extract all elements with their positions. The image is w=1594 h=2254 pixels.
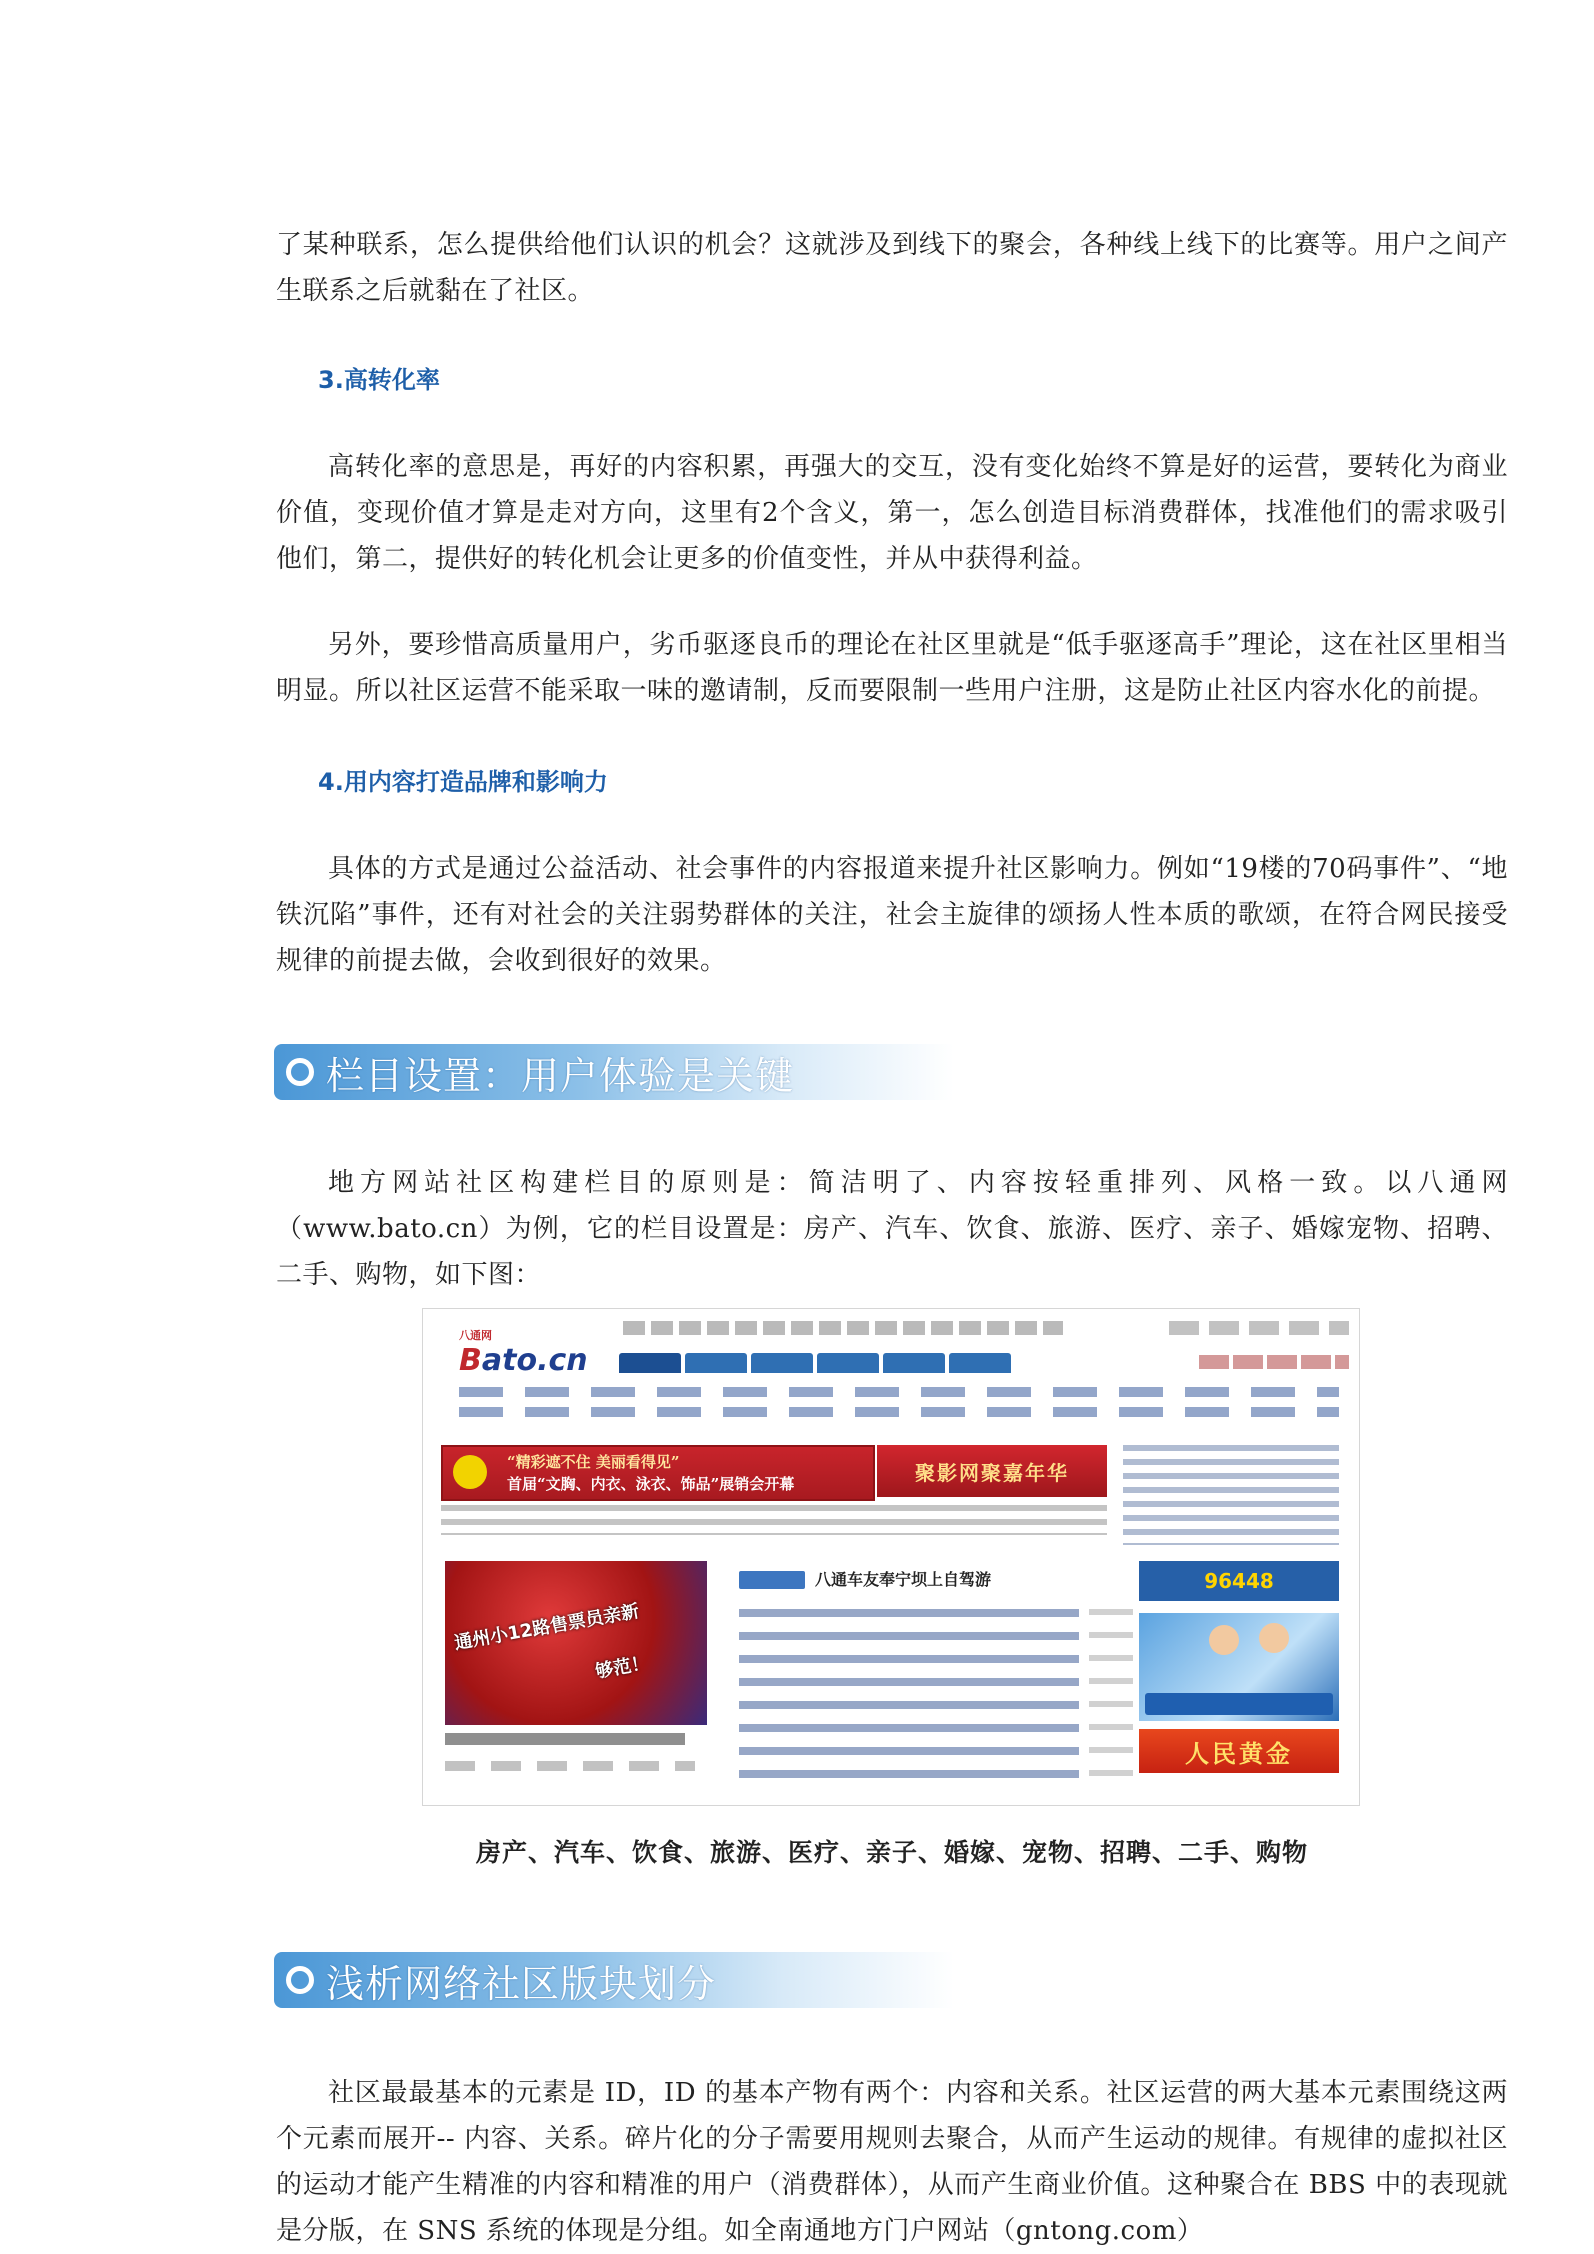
nav-tab xyxy=(685,1353,747,1373)
hotline xyxy=(1199,1355,1349,1369)
section-3-heading: 3.高转化率 xyxy=(318,366,440,394)
nav-tab xyxy=(949,1353,1011,1373)
top-links xyxy=(1169,1321,1349,1335)
promo-line-1: “精彩遮不住 美丽看得见” xyxy=(507,1453,680,1471)
section-3-paragraph-1: 高转化率的意思是，再好的内容积累，再强大的交互，没有变化始终不算是好的运营，要转化为商业价值，变现价值才算是走对方向，这里有2个含义，第一，怎么创造目标消费群体，找准他们的需求吸引他们，第二，提供好的转化机会让更多的价值变性，并从中获得利益。 xyxy=(276,452,1508,574)
person-icon xyxy=(1209,1625,1239,1655)
photo-caption-2: 够范！ xyxy=(593,1652,651,1683)
photo-headline xyxy=(445,1733,685,1745)
figure-caption: 房产、汽车、饮食、旅游、医疗、亲子、婚嫁、宠物、招聘、二手、购物 xyxy=(476,1838,1309,1867)
logo-domain: ato.cn xyxy=(481,1343,588,1378)
logo-big-text xyxy=(459,1343,588,1378)
news-dates xyxy=(1089,1609,1133,1789)
news-title: 八通车友奉宁坝上自驾游 xyxy=(815,1570,992,1589)
section-banner-columns xyxy=(274,1044,954,1100)
section-banner-community xyxy=(274,1952,954,2008)
promo-banner xyxy=(441,1445,875,1501)
community-paragraph: 社区最最基本的元素是 ID，ID 的基本产物有两个：内容和关系。社区运营的两大基本元素围绕这两个元素而展开-- 内容、关系。碎片化的分子需要用规则去聚合，从而产生运动的规律。有规律的虚拟社区的运动才能产生精准的内容和精准的用户（消费群体），从而产生商业价值。这种聚合在 BBS 中的表现就是分版，在 SNS 系统的体现是分组。如全南通地方门户网站（gntong.com） xyxy=(276,2078,1508,2246)
promo-links xyxy=(441,1505,1107,1535)
section-4-paragraph: 具体的方式是通过公益活动、社会事件的内容报道来提升社区影响力。例如“19楼的70码事件”、“地铁沉陷”事件，还有对社会的关注弱势群体的关注，社会主旋律的颂扬人性本质的歌颂，在符合网民接受规律的前提去做，会收到很好的效果。 xyxy=(276,854,1508,976)
banner-title: 浅析网络社区版块划分 xyxy=(326,1961,717,2006)
side-news-list xyxy=(1123,1445,1339,1545)
main-nav-tabs xyxy=(619,1353,1011,1373)
circle-icon xyxy=(286,1058,314,1086)
news-photo xyxy=(445,1561,707,1725)
photo-links xyxy=(445,1761,695,1771)
category-links xyxy=(459,1387,1339,1417)
nav-tab xyxy=(883,1353,945,1373)
promo-line-2: 首届“文胸、内衣、泳衣、饰品”展销会开幕 xyxy=(507,1475,795,1493)
promo-banner-2: 聚影网聚嘉年华 xyxy=(877,1445,1107,1497)
section-3-paragraph-2: 另外，要珍惜高质量用户，劣币驱逐良币的理论在社区里就是“低手驱逐高手”理论，这在社区里相当明显。所以社区运营不能采取一味的邀请制，反而要限制一些用户注册，这是防止社区内容水化的前提。 xyxy=(276,630,1508,706)
news-items xyxy=(739,1609,1079,1789)
top-info-bar xyxy=(623,1321,1063,1335)
photo-caption-1: 通州小12路售票员亲新 xyxy=(452,1600,641,1655)
nav-tab xyxy=(751,1353,813,1373)
person-icon xyxy=(1259,1623,1289,1653)
ad-bar xyxy=(1145,1693,1333,1715)
ad-phone: 96448 xyxy=(1139,1561,1339,1601)
paragraph-intro-end: 了某种联系，怎么提供给他们认识的机会？这就涉及到线下的聚会，各种线上线下的比赛等。用户之间产生联系之后就黏在了社区。 xyxy=(276,230,1508,306)
ad-gold: 人民黄金 xyxy=(1139,1729,1339,1773)
nav-tab xyxy=(817,1353,879,1373)
circle-icon xyxy=(286,1966,314,1994)
news-tag xyxy=(739,1571,805,1589)
bato-website-screenshot xyxy=(422,1308,1360,1806)
nav-tab xyxy=(619,1353,681,1373)
smiley-icon xyxy=(453,1455,487,1489)
bato-logo xyxy=(459,1327,588,1378)
logo-small-text: 八通网 xyxy=(459,1329,492,1342)
section-4-heading: 4.用内容打造品牌和影响力 xyxy=(318,768,608,796)
banner-title: 栏目设置：用户体验是关键 xyxy=(326,1053,795,1098)
ad-people xyxy=(1139,1613,1339,1721)
columns-paragraph: 地方网站社区构建栏目的原则是：简洁明了、内容按轻重排列、风格一致。以八通网（www.bato.cn）为例，它的栏目设置是：房产、汽车、饮食、旅游、医疗、亲子、婚嫁宠物、招聘、二手、购物，如下图： xyxy=(276,1168,1508,1290)
logo-letter-b: B xyxy=(459,1343,482,1378)
